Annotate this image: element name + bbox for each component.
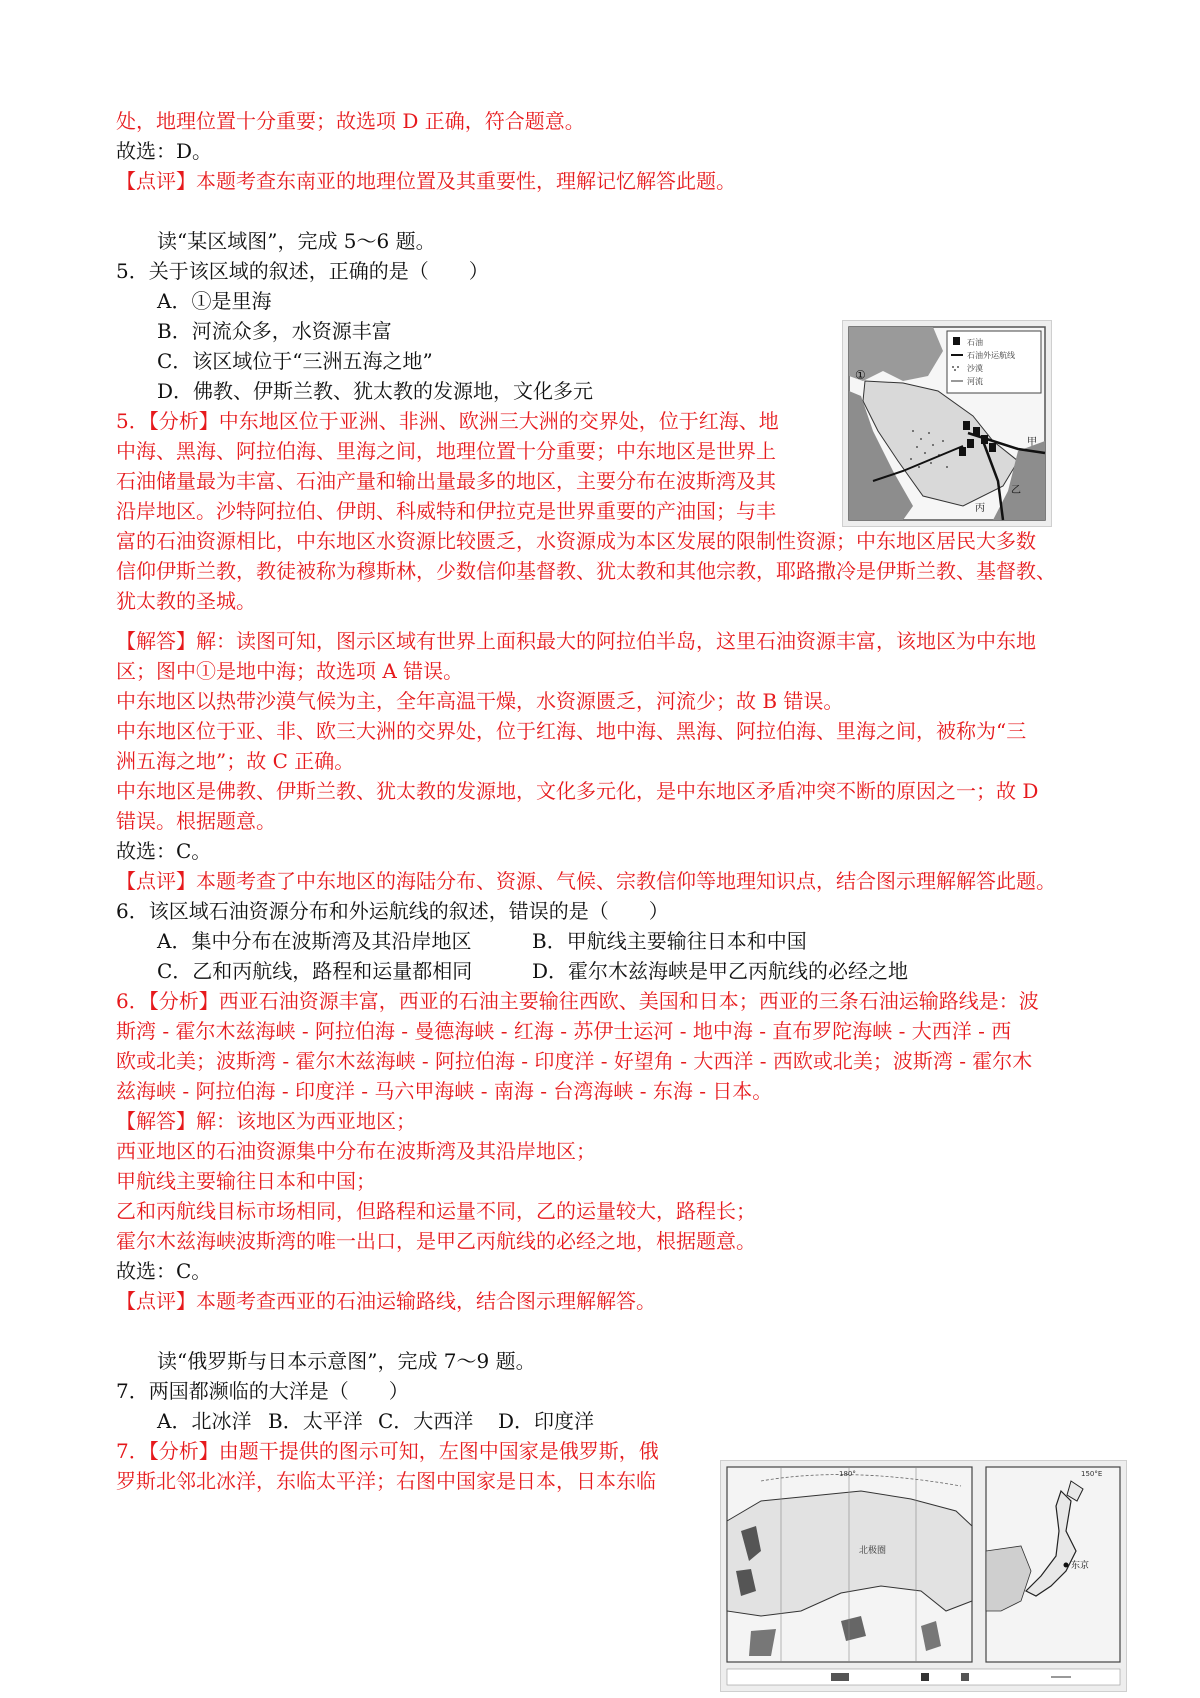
option-b: B．河流众多，水资源丰富: [157, 319, 392, 343]
analysis-line: 富的石油资源相比，中东地区水资源比较匮乏，水资源成为本区发展的限制性资源；中东地区居民大多数: [116, 529, 1036, 553]
analysis-line: 沿岸地区。沙特阿拉伯、伊朗、科威特和伊拉克是世界重要的产油国；与丰: [116, 499, 776, 523]
answer-line: 【解答】解：读图可知，图示区域有世界上面积最大的阿拉伯半岛，这里石油资源丰富，该地区为中东地: [116, 629, 1036, 653]
analysis-line: 欧或北美；波斯湾 - 霍尔木兹海峡 - 阿拉伯海 - 印度洋 - 好望角 - 大西洋 - 西欧或北美；波斯湾 - 霍尔木: [116, 1049, 1033, 1073]
arctic-circle-label: 北极圈: [859, 1546, 887, 1556]
answer-line: 乙和丙航线目标市场相同，但路程和运量不同，乙的运量较大，路程长；: [116, 1199, 756, 1223]
option-c: C．大西洋: [378, 1409, 474, 1433]
answer-line: 中东地区位于亚、非、欧三大洲的交界处，位于红海、地中海、黑海、阿拉伯海、里海之间，被称为“三: [116, 719, 1027, 743]
middle-east-map: [842, 320, 1052, 527]
analysis-line: 斯湾 - 霍尔木兹海峡 - 阿拉伯海 - 曼德海峡 - 红海 - 苏伊士运河 - 地中海 - 直布罗陀海峡 - 大西洋 - 西: [116, 1019, 1012, 1043]
text-line: 故选：D。: [116, 139, 213, 163]
comment-line: 【点评】本题考查了中东地区的海陆分布、资源、气候、宗教信仰等地理知识点，结合图示理解解答此题。: [116, 869, 1056, 893]
analysis-line: 中海、黑海、阿拉伯海、里海之间，地理位置十分重要；中东地区是世界上: [116, 439, 776, 463]
map-label-1: ①: [855, 368, 866, 382]
option-a: A．北冰洋: [157, 1409, 252, 1433]
answer-line: 霍尔木兹海峡波斯湾的唯一出口，是甲乙丙航线的必经之地，根据题意。: [116, 1229, 756, 1253]
option-a: A．①是里海: [157, 289, 272, 313]
map-label-yi: 乙: [1011, 485, 1021, 496]
analysis-line: 犹太教的圣城。: [116, 589, 256, 613]
question-6: 6．该区域石油资源分布和外运航线的叙述，错误的是（ ）: [116, 899, 669, 923]
comment-line: 【点评】本题考查东南亚的地理位置及其重要性，理解记忆解答此题。: [116, 169, 736, 193]
option-b: B．甲航线主要输往日本和中国: [532, 929, 807, 953]
longitude-label: 150°E: [1081, 1470, 1103, 1478]
option-d: D．霍尔木兹海峡是甲乙丙航线的必经之地: [532, 959, 909, 983]
option-d: D．佛教、伊斯兰教、犹太教的发源地，文化多元: [157, 379, 594, 403]
answer-line: 洲五海之地”；故 C 正确。: [116, 749, 355, 773]
reading-instruction: 读“俄罗斯与日本示意图”，完成 7～9 题。: [157, 1349, 536, 1373]
option-c: C．乙和丙航线，路程和运量都相同: [157, 959, 473, 983]
tokyo-label: 东京: [1071, 1561, 1090, 1571]
answer-line: 错误。根据题意。: [116, 809, 276, 833]
comment-line: 【点评】本题考查西亚的石油运输路线，结合图示理解解答。: [116, 1289, 656, 1313]
analysis-line: 石油储量最为丰富、石油产量和输出量最多的地区，主要分布在波斯湾及其: [116, 469, 776, 493]
analysis-line: 7．【分析】由题干提供的图示可知，左图中国家是俄罗斯，俄: [116, 1439, 659, 1463]
map-label-jia: 甲: [1027, 437, 1037, 448]
analysis-line: 5．【分析】中东地区位于亚洲、非洲、欧洲三大洲的交界处，位于红海、地: [116, 409, 779, 433]
legend-river: 河流: [967, 377, 983, 386]
option-a: A．集中分布在波斯湾及其沿岸地区: [157, 929, 472, 953]
question-7: 7．两国都濒临的大洋是（ ）: [116, 1379, 409, 1403]
reading-instruction: 读“某区域图”，完成 5～6 题。: [157, 229, 436, 253]
answer-line: 区；图中①是地中海；故选项 A 错误。: [116, 659, 464, 683]
analysis-line: 信仰伊斯兰教，教徒被称为穆斯林，少数信仰基督教、犹太教和其他宗教，耶路撒冷是伊斯兰教、基督教、: [116, 559, 1056, 583]
option-d: D．印度洋: [498, 1409, 595, 1433]
legend-route: 石油外运航线: [967, 351, 1015, 360]
answer-line: 西亚地区的石油资源集中分布在波斯湾及其沿岸地区；: [116, 1139, 596, 1163]
meridian-label: 180°: [839, 1470, 856, 1478]
analysis-line: 罗斯北邻北冰洋，东临太平洋；右图中国家是日本，日本东临: [116, 1469, 656, 1493]
answer-line: 甲航线主要输往日本和中国；: [116, 1169, 376, 1193]
choice-line: 故选：C。: [116, 839, 212, 863]
legend-oil: 石油: [967, 338, 983, 347]
answer-line: 中东地区以热带沙漠气候为主，全年高温干燥，水资源匮乏，河流少；故 B 错误。: [116, 689, 844, 713]
option-b: B．太平洋: [268, 1409, 363, 1433]
analysis-line: 兹海峡 - 阿拉伯海 - 印度洋 - 马六甲海峡 - 南海 - 台湾海峡 - 东海 - 日本。: [116, 1079, 773, 1103]
russia-japan-map: [720, 1460, 1127, 1692]
analysis-line: 6．【分析】西亚石油资源丰富，西亚的石油主要输往西欧、美国和日本；西亚的三条石油运输路线是：波: [116, 989, 1039, 1013]
text-line: 处，地理位置十分重要；故选项 D 正确，符合题意。: [116, 109, 585, 133]
answer-line: 中东地区是佛教、伊斯兰教、犹太教的发源地，文化多元化，是中东地区矛盾冲突不断的原因之一；故 D: [116, 779, 1039, 803]
legend-desert: 沙漠: [967, 364, 983, 373]
map-label-bing: 丙: [975, 503, 985, 514]
question-5: 5．关于该区域的叙述，正确的是（ ）: [116, 259, 489, 283]
answer-line: 【解答】解：该地区为西亚地区；: [116, 1109, 416, 1133]
option-c: C．该区域位于“三洲五海之地”: [157, 349, 433, 373]
choice-line: 故选：C。: [116, 1259, 212, 1283]
